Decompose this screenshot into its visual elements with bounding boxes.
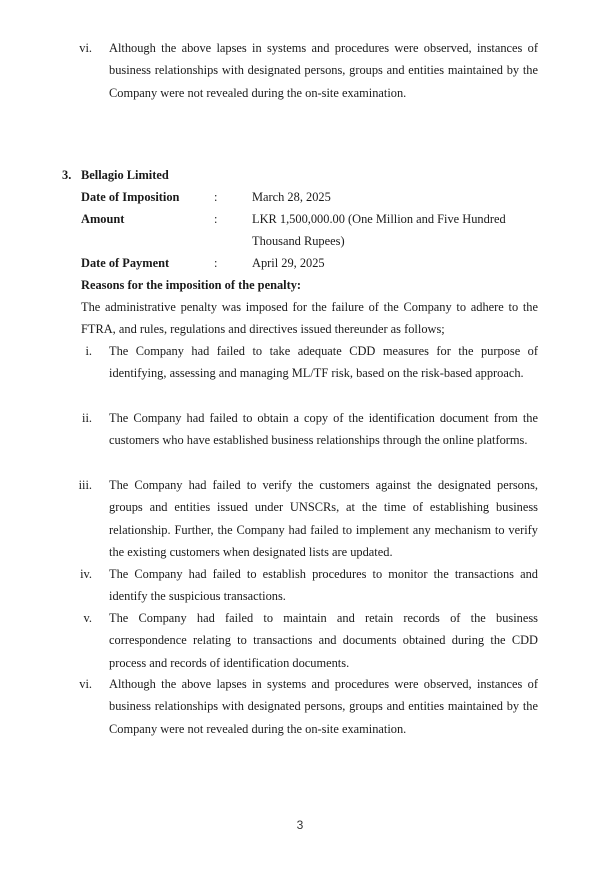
detail-label: Amount (81, 212, 125, 226)
list-item-text: The Company had failed to take adequate CDD measures for the purpose of identifying, assessing and managing ML/TF risk, based on the risk-based approach. (109, 344, 538, 381)
detail-date-of-imposition (81, 186, 541, 208)
list-item-text: Although the above lapses in systems and procedures were observed, instances of business relationships with designated persons, groups and entities maintained by the Company were not revealed during the on-site examination. (109, 677, 538, 736)
list-item-number: vi. (79, 677, 92, 691)
detail-amount (81, 208, 541, 252)
list-item-text: The Company had failed to verify the customers against the designated persons, groups and entities issued under UNSCRs, at the time of establishing business relationship. Further, the Company had failed to implement any mechanism to verify the existing customers when designated lists are updated. (109, 478, 538, 559)
section-title: Bellagio Limited (81, 168, 169, 182)
reasons-heading: Reasons for the imposition of the penalty: (81, 278, 302, 292)
list-item-text: The Company had failed to obtain a copy of the identification document from the customers who have established business relationships through the online platforms. (109, 411, 538, 448)
list-item-number: i. (85, 344, 92, 358)
list-item-text: The Company had failed to maintain and retain records of the business correspondence relating to transactions and documents obtained during the CDD process and records of identification documents. (109, 611, 538, 670)
detail-label: Date of Payment (81, 256, 170, 270)
detail-label: Date of Imposition (81, 190, 180, 204)
list-item-text: Although the above lapses in systems and procedures were observed, instances of business relationships with designated persons, groups and entities maintained by the Company were not revealed during the on-site examination. (109, 41, 538, 100)
detail-separator: : (214, 190, 218, 204)
list-item-text: The Company had failed to establish procedures to monitor the transactions and identify the suspicious transactions. (109, 567, 538, 604)
detail-separator: : (214, 212, 218, 226)
list-item-number: iv. (80, 567, 92, 581)
list-item-number: vi. (79, 41, 92, 55)
detail-separator: : (214, 256, 218, 270)
intro-paragraph: The administrative penalty was imposed for the failure of the Company to adhere to the FTRA, and rules, regulations and directives issued thereunder as follows; (81, 300, 538, 337)
list-item-number: iii. (78, 478, 92, 492)
detail-value: LKR 1,500,000.00 (One Million and Five Hundred Thousand Rupees) (252, 212, 506, 249)
list-item-number: ii. (82, 411, 92, 425)
section-number: 3. (62, 168, 72, 182)
page-number: 3 (296, 818, 304, 832)
list-item-number: v. (83, 611, 92, 625)
detail-value: March 28, 2025 (252, 190, 331, 204)
detail-date-of-payment (81, 252, 541, 274)
detail-value: April 29, 2025 (252, 256, 325, 270)
